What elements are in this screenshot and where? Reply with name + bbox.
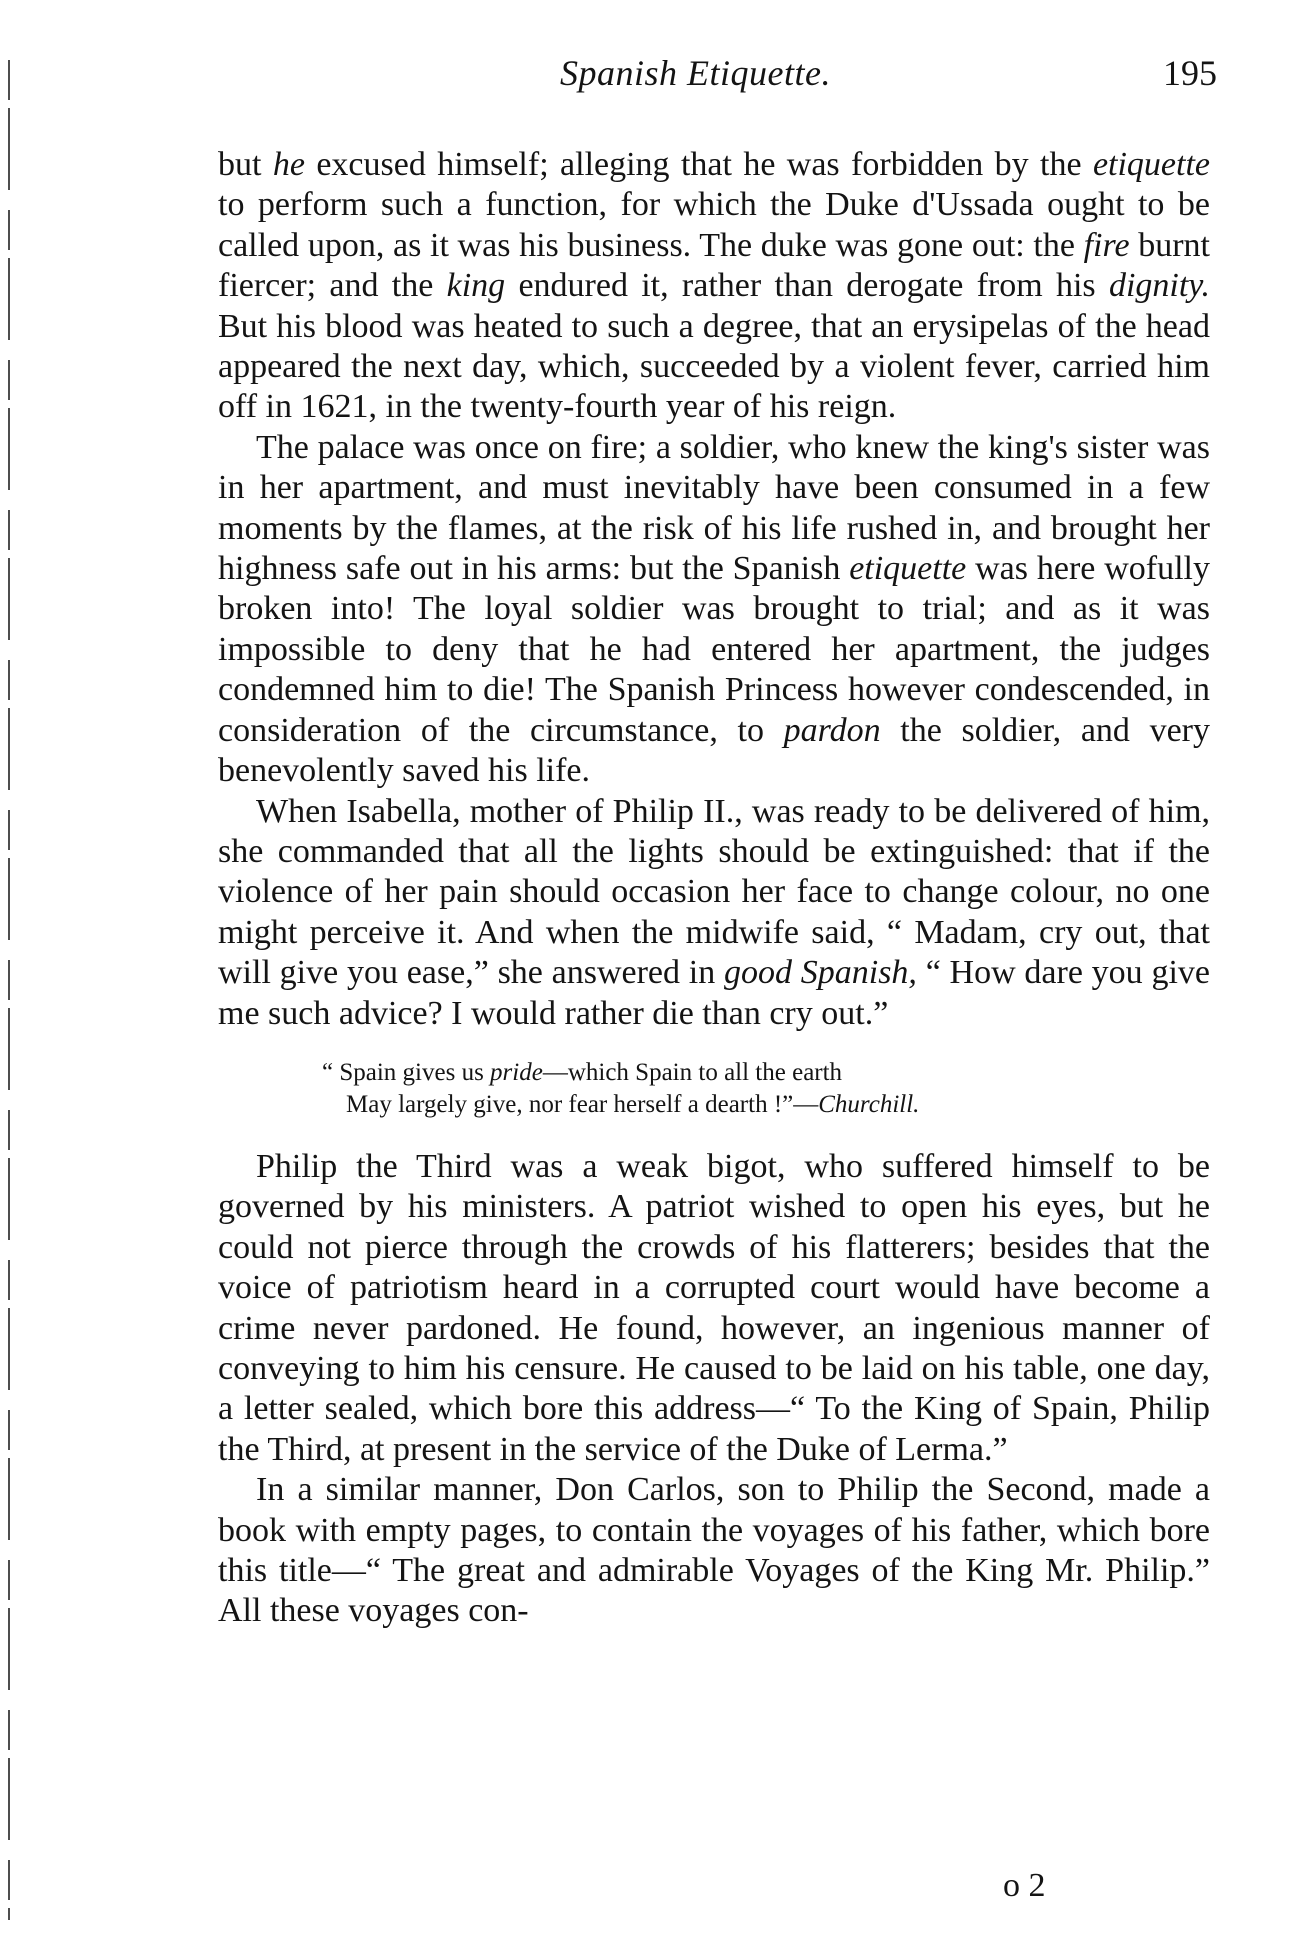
italic-text: pride xyxy=(490,1058,543,1086)
text-run: The palace was once on fire; a soldier, who knew the king's sister was in her apartment, and must inevitably have been consumed in a few moments by the flames, at the risk of his life rushed in, and brought her highness safe out in his arms: but the Spanish xyxy=(218,428,1210,588)
italic-text: etiquette xyxy=(849,550,967,588)
italic-text: etiquette xyxy=(1092,146,1211,183)
text-run: But his blood was heated to such a degree, that an erysipelas of the head appeared the next day, which, succeeded by a violent fever, carried him off in 1621, in the twenty-fourth year of his reign. xyxy=(218,307,1210,426)
text-run: endured it, rather than derogate from his xyxy=(505,267,1109,305)
text-run: to perform such a function, for which the Duke d'Ussada ought to be called upon, as it was his business. The duke was gone out: the xyxy=(218,186,1210,264)
italic-text: king xyxy=(446,267,506,305)
italic-text: Churchill. xyxy=(818,1090,920,1118)
running-title: Spanish Etiquette. xyxy=(560,53,831,93)
italic-text: he xyxy=(272,146,305,183)
text-run: “ How dare you give me such advice? I would rather die than cry out.” xyxy=(218,954,1210,1032)
paragraph xyxy=(218,428,1210,792)
text-run: May largely give, nor fear herself a dearth !”— xyxy=(346,1090,819,1118)
text-run: excused himself; alleging that he was forbidden by the xyxy=(304,146,1093,183)
text-run: In a similar manner, Don Carlos, son to Philip the Second, made a book with empty pages, to contain the voyages of his father, which bore this title—“ The great and admirable Voyages of the King Mr. Philip.” All these voyages con- xyxy=(218,1471,1210,1630)
text-run: Philip the Third was a weak bigot, who suffered himself to be governed by his ministers. A patriot wished to open his eyes, but he could not pierce through the crowds of his flatterers; besides that the voice of patriotism heard in a corrupted court would have become a crime never pardoned. He found, however, an ingenious manner of conveying to him his censure. He caused to be laid on his table, one day, a letter sealed, which bore this address—“ To the King of Spain, Philip the Third, at present in the service of the Duke of Lerma.” xyxy=(218,1147,1210,1468)
body-text xyxy=(218,145,1210,1632)
page-number: 195 xyxy=(1163,53,1217,93)
text-run: —which Spain to all the earth xyxy=(542,1058,843,1086)
text-run: was here wofully broken into! The loyal soldier was brought to trial; and as it was impossible to deny that he had entered her apartment, the judges condemned him to die! The Spanish Princess however condescended, in consideration of the circumstance, to xyxy=(218,550,1210,749)
text-run: burnt fiercer; and the xyxy=(218,226,1210,305)
verse-line xyxy=(218,1089,1210,1121)
paragraph xyxy=(218,1470,1210,1632)
text-run: but xyxy=(218,146,273,183)
text-run: the soldier, and very benevolently saved his life. xyxy=(218,711,1210,790)
paragraph xyxy=(218,792,1210,1034)
verse-line xyxy=(218,1057,1210,1089)
signature-mark: o 2 xyxy=(1003,1867,1046,1904)
paragraph xyxy=(218,1147,1210,1470)
text-run: “ Spain gives us xyxy=(322,1058,491,1086)
page-edge xyxy=(8,60,10,1920)
italic-text: dignity. xyxy=(1108,267,1210,305)
verse-quote xyxy=(218,1057,1210,1121)
italic-text: good Spanish, xyxy=(724,954,917,992)
paragraph xyxy=(218,145,1210,428)
italic-text: fire xyxy=(1083,226,1130,264)
italic-text: pardon xyxy=(783,711,881,749)
text-run: When Isabella, mother of Philip II., was ready to be delivered of him, she commanded that all the lights should be extinguished: that if the violence of her pain should occasion her face to change colour, no one might perceive it. And when the midwife said, “ Madam, cry out, that will give you ease,” she answered in xyxy=(218,792,1210,992)
running-head xyxy=(0,52,1311,100)
